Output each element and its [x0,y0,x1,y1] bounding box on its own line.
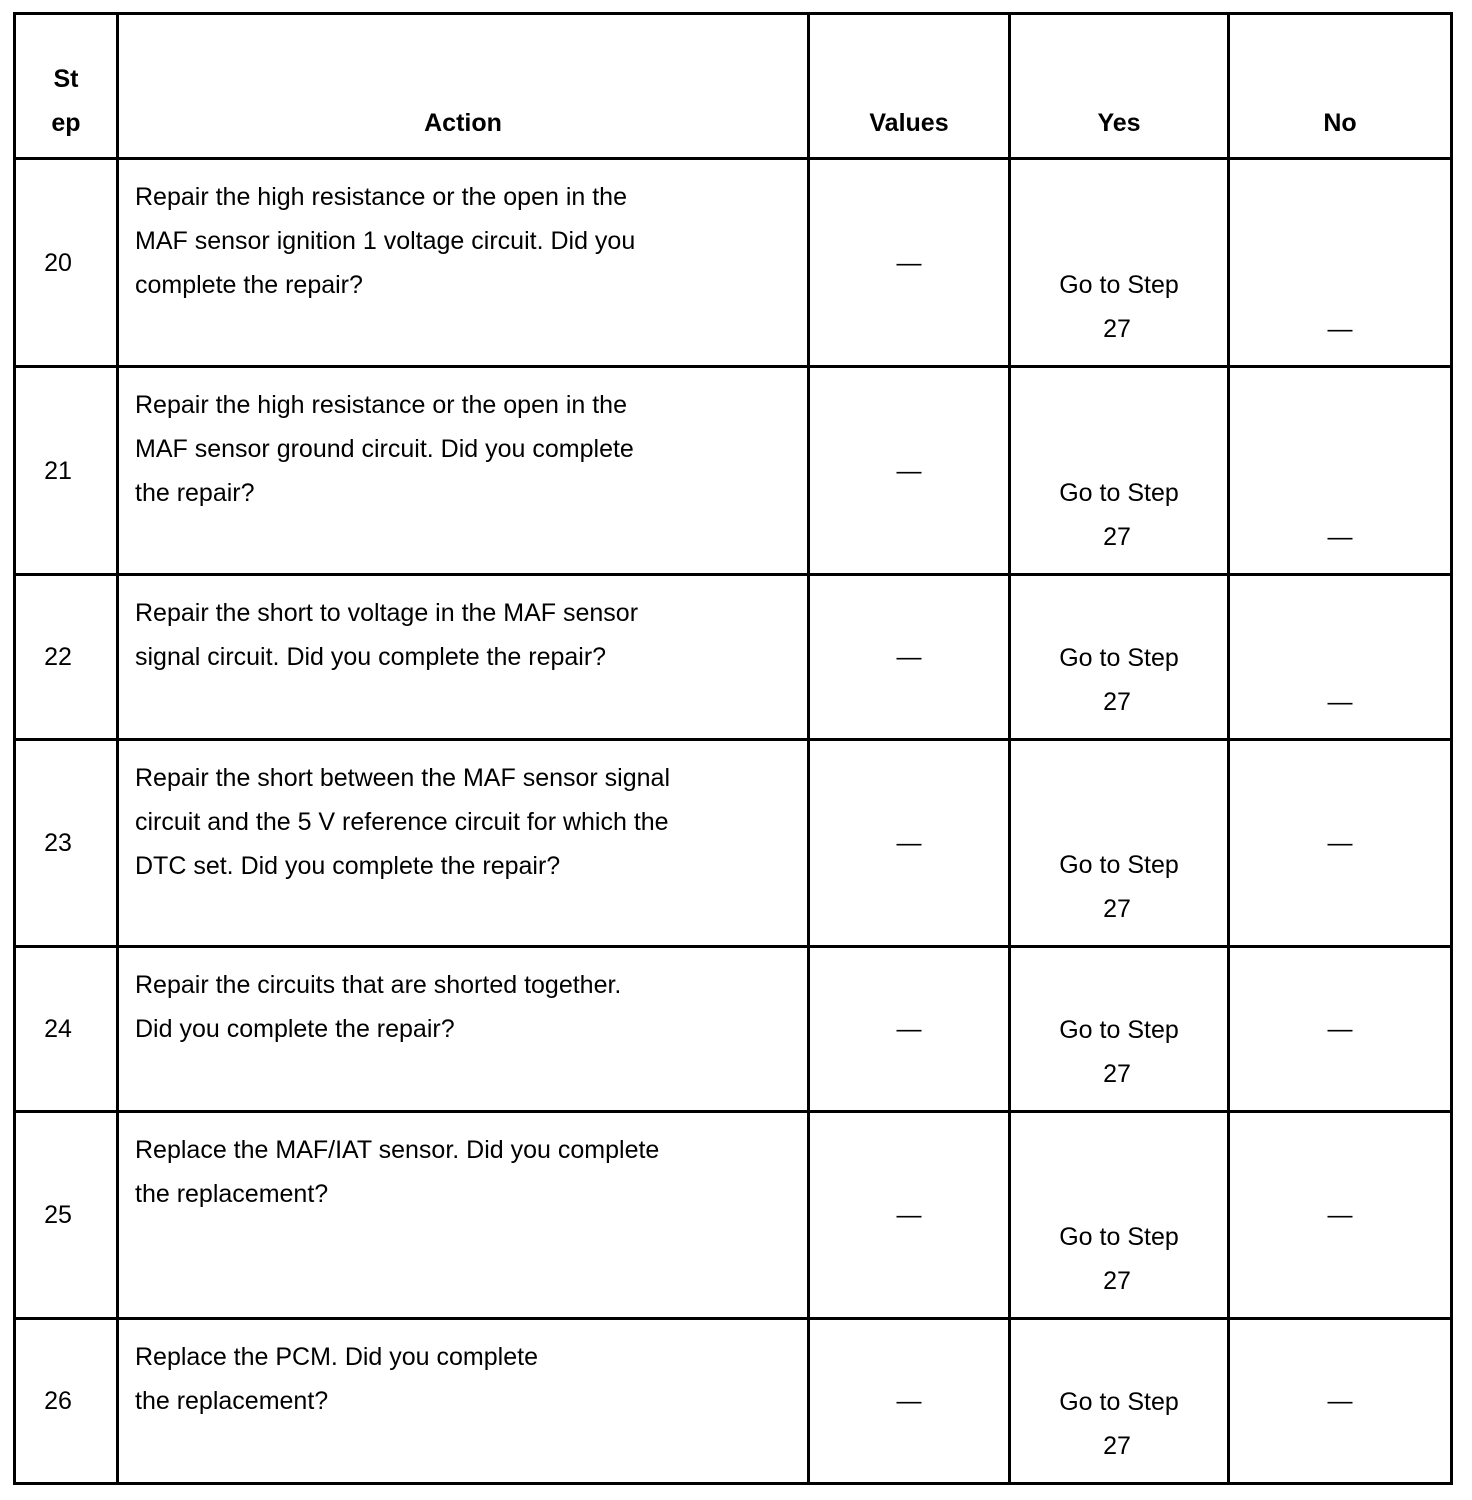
action-text: Replace the MAF/IAT sensor. Did you complete the replacement? [118,1112,809,1319]
header-row [15,14,1452,159]
table-row [15,1112,1452,1319]
values-cell: — [809,575,1010,740]
step-number: 20 [15,159,118,367]
yes-cell: Go to Step 27 [1010,1319,1229,1484]
table-row [15,1319,1452,1484]
yes-cell: Go to Step 27 [1010,1112,1229,1319]
action-text: Repair the high resistance or the open in the MAF sensor ignition 1 voltage circuit. Did you complete the repair? [118,159,809,367]
table-row [15,159,1452,367]
action-text: Repair the short between the MAF sensor signal circuit and the 5 V reference circuit for which the DTC set. Did you complete the repair? [118,740,809,947]
step-number: 23 [15,740,118,947]
table-row [15,740,1452,947]
action-text: Replace the PCM. Did you complete the replacement? [118,1319,809,1484]
column-header-action: Action [118,14,809,159]
step-number: 22 [15,575,118,740]
column-header-values: Values [809,14,1010,159]
no-cell: — [1229,740,1452,947]
action-text: Repair the circuits that are shorted together. Did you complete the repair? [118,947,809,1112]
column-header-yes: Yes [1010,14,1229,159]
step-number: 24 [15,947,118,1112]
yes-cell: Go to Step 27 [1010,740,1229,947]
yes-cell: Go to Step 27 [1010,367,1229,575]
values-cell: — [809,1319,1010,1484]
table-row [15,575,1452,740]
table-row [15,947,1452,1112]
diagnostic-steps-table [13,12,1453,1485]
no-cell: — [1229,159,1452,367]
table-row [15,367,1452,575]
values-cell: — [809,367,1010,575]
no-cell: — [1229,1112,1452,1319]
column-header-no: No [1229,14,1452,159]
no-cell: — [1229,947,1452,1112]
yes-cell: Go to Step 27 [1010,159,1229,367]
values-cell: — [809,1112,1010,1319]
step-number: 25 [15,1112,118,1319]
no-cell: — [1229,1319,1452,1484]
action-text: Repair the high resistance or the open in the MAF sensor ground circuit. Did you complete the repair? [118,367,809,575]
no-cell: — [1229,367,1452,575]
action-text: Repair the short to voltage in the MAF sensor signal circuit. Did you complete the repair? [118,575,809,740]
step-number: 21 [15,367,118,575]
yes-cell: Go to Step 27 [1010,575,1229,740]
no-cell: — [1229,575,1452,740]
step-number: 26 [15,1319,118,1484]
column-header-step: St ep [15,14,118,159]
values-cell: — [809,159,1010,367]
values-cell: — [809,740,1010,947]
values-cell: — [809,947,1010,1112]
yes-cell: Go to Step 27 [1010,947,1229,1112]
